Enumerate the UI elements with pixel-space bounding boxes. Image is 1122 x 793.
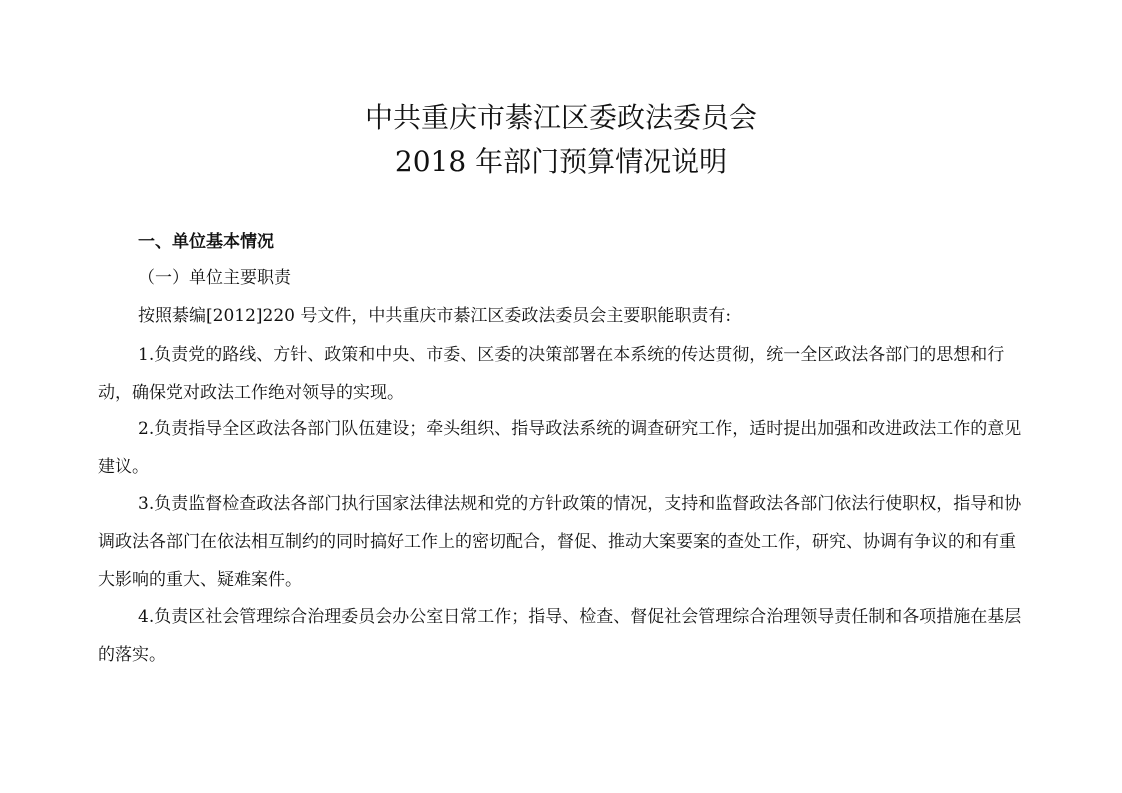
document-title: 中共重庆市綦江区委政法委员会 [364, 101, 757, 134]
section-heading: 一、单位基本情况 [138, 232, 274, 252]
subsection-heading: （一）单位主要职责 [138, 268, 291, 288]
duty-item-3: 3.负责监督检查政法各部门执行国家法律法规和党的方针政策的情况，支持和监督政法各部门依法行使职权，指导和协调政法各部门在依法相互制约的同时搞好工作上的密切配合，督促、推动大案要案的查处工作，研究、协调有争议的和有重大影响的重大、疑难案件。 [98, 494, 1022, 590]
duty-item-4: 4.负责区社会管理综合治理委员会办公室日常工作；指导、检查、督促社会管理综合治理领导责任制和各项措施在基层的落实。 [98, 607, 1022, 665]
intro-paragraph: 按照綦编[2012]220 号文件，中共重庆市綦江区委政法委员会主要职能职责有: [138, 306, 732, 326]
document-subtitle: 2018 年部门预算情况说明 [394, 145, 728, 178]
duty-item-2: 2.负责指导全区政法各部门队伍建设；牵头组织、指导政法系统的调查研究工作，适时提出加强和改进政法工作的意见建议。 [98, 419, 1022, 477]
duty-item-1: 1.负责党的路线、方针、政策和中央、市委、区委的决策部署在本系统的传达贯彻，统一全区政法各部门的思想和行动，确保党对政法工作绝对领导的实现。 [98, 345, 1005, 403]
